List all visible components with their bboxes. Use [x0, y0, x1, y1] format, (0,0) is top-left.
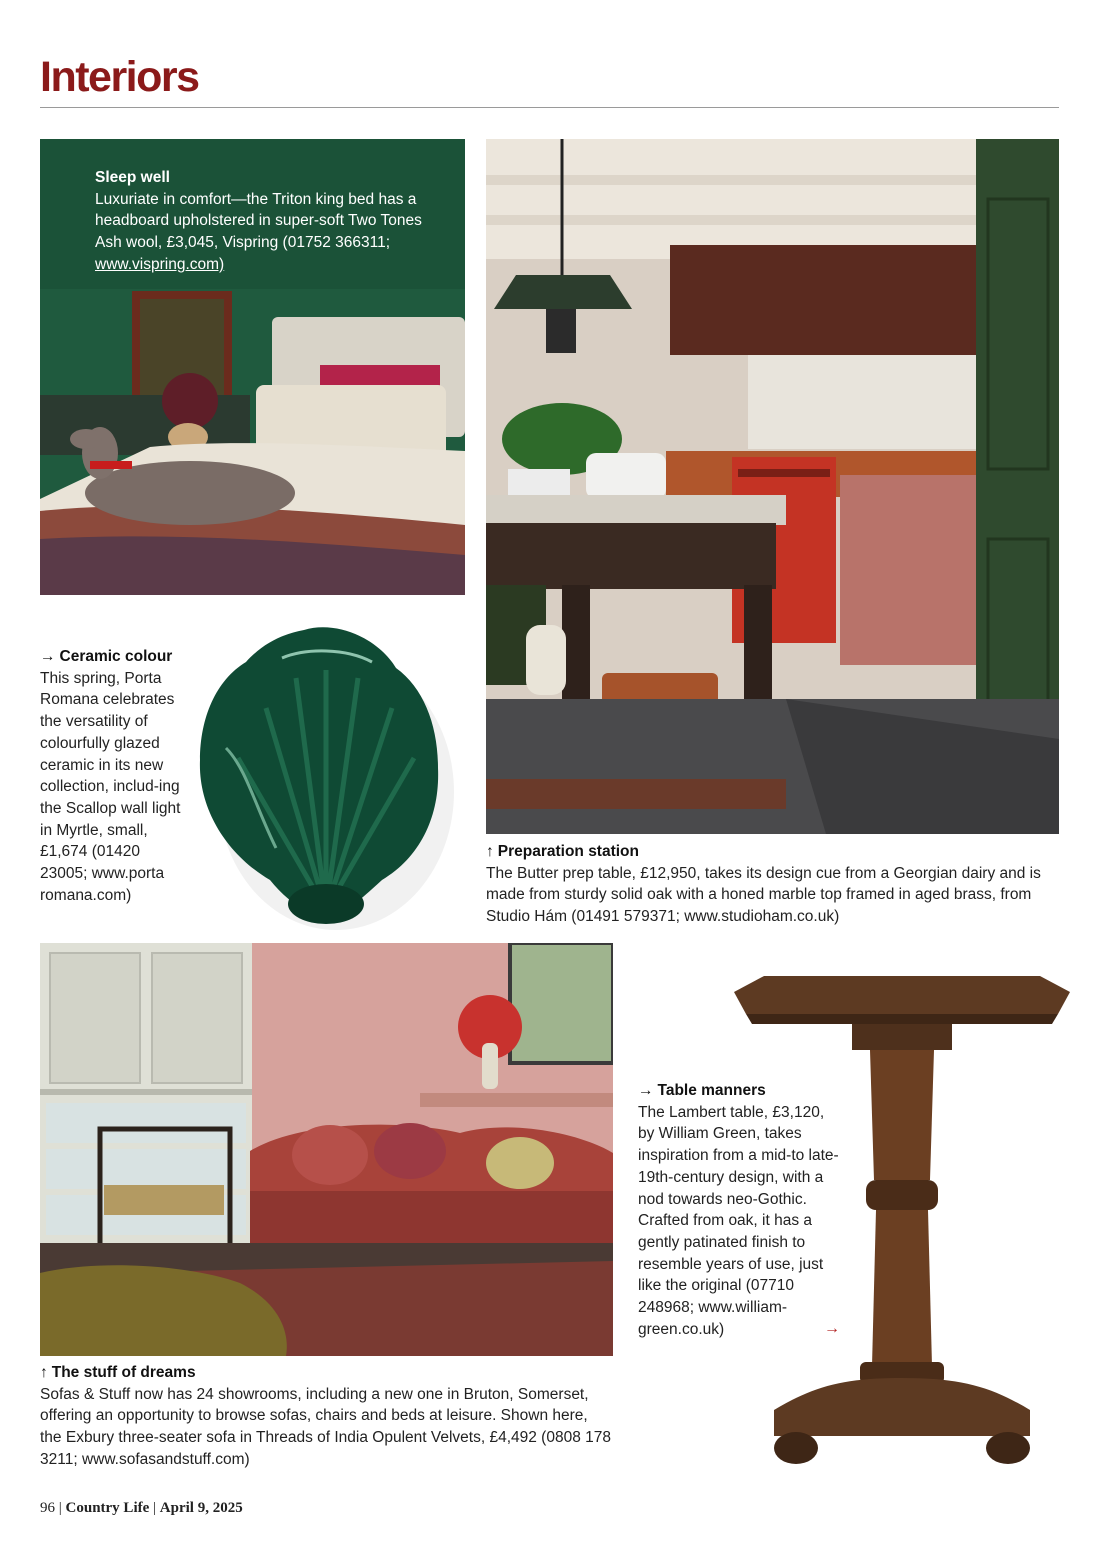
footer-separator: |	[58, 1500, 62, 1516]
page-footer	[40, 1500, 243, 1517]
page-number: 96	[40, 1500, 55, 1516]
arrow-right-icon: →	[638, 1082, 654, 1099]
preparation-station-body: The Butter prep table, £12,950, takes its design cue from a Georgian dairy and is made from sturdy solid oak with a honed marble top framed in aged brass, from Studio Hám (01491 579371; www.studioham.co.uk)	[486, 864, 1041, 926]
preparation-station-caption	[486, 841, 1059, 928]
ceramic-colour-caption	[40, 646, 190, 906]
ceramic-colour-heading: Ceramic colour	[59, 648, 173, 665]
living-room-photo	[40, 943, 613, 1356]
footer-separator: |	[153, 1500, 157, 1516]
table-manners-caption	[638, 1080, 842, 1340]
ceramic-colour-body: This spring, Porta Romana celebrates the versatility of colourfully glazed ceramic in its new collection, includ-ing the Scallop wall light in Myrtle, small, £1,674 (01420 23005; www.porta romana.com)	[40, 669, 181, 904]
sleep-well-body: Luxuriate in comfort—the Triton king bed has a headboard upholstered in super-soft Two Tones Ash wool, £3,045, Vispring (01752 366311;	[95, 190, 422, 252]
vispring-link[interactable]: www.vispring.com)	[95, 255, 225, 273]
arrow-up-icon: ↑	[486, 843, 494, 860]
stuff-of-dreams-body: Sofas & Stuff now has 24 showrooms, including a new one in Bruton, Somerset, offering an opportunity to browse sofas, chairs and beds at leisure. Shown here, the Exbury three-seater sofa in Threads of India Opulent Velvets, £4,492 (0808 178 3211; www.sofasandstuff.com)	[40, 1385, 611, 1468]
continue-arrow-icon: →	[824, 1320, 840, 1337]
stuff-of-dreams-caption	[40, 1362, 613, 1471]
preparation-station-heading: Preparation station	[497, 843, 639, 860]
scallop-wall-light-image	[186, 618, 458, 938]
sleep-well-heading: Sleep well	[95, 169, 170, 186]
kitchen-photo	[486, 139, 1059, 834]
arrow-right-icon: →	[40, 648, 56, 665]
magazine-name: Country Life	[65, 1500, 150, 1516]
issue-date: April 9, 2025	[159, 1500, 243, 1516]
table-manners-heading: Table manners	[657, 1082, 766, 1099]
section-title: Interiors	[40, 53, 199, 101]
stuff-of-dreams-heading: The stuff of dreams	[51, 1364, 196, 1381]
arrow-up-icon: ↑	[40, 1364, 48, 1381]
sleep-well-caption	[95, 167, 435, 276]
table-manners-body: The Lambert table, £3,120, by William Green, takes inspiration from a mid-to late-19th-century design, with a nod towards neo-Gothic. Crafted from oak, it has a gently patinated finish to resemble years of use, just like the original (07710 248968; www.william-green.co.uk)	[638, 1103, 839, 1338]
header-rule	[40, 107, 1059, 108]
